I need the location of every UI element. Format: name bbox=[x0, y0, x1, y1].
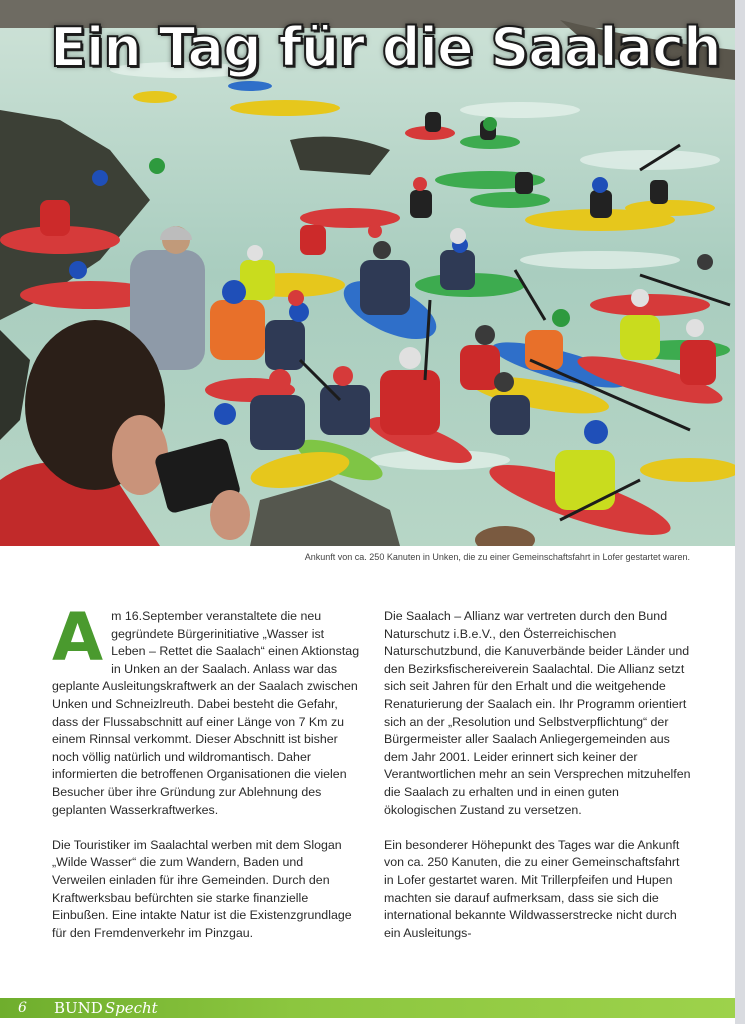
article-paragraph: Ein besonderer Höhepunkt des Tages war die Ankunft von ca. 250 Kanuten, die zu einer Gemeinschaftsfahrt in Lofer gestartet waren. Mit Trillerpfeifen und Hupen machten sie darauf aufmerksam, dass sie sich die international bekannte Wildwasserstrecke nicht durch ein Ausleitungs- bbox=[384, 837, 680, 940]
paragraph-text: m 16.September veranstaltete die neu gegründete Bürgerinitiative „Wasser ist Leben – Rettet die Saalach“ einen Aktionstag in Unken an der Saalach. Anlass war das geplante Ausleitungskraftwerk an der Saalach zwischen Unken und Schneizlreuth. Dabei besteht die Gefahr, dass der Flussabschnitt auf einer Länge von 7 Km zu einem Rinnsal verkommt. Dieser Abschnitt ist bisher noch völlig natürlich und wildromantisch. Daher informierten die betroffenen Organisationen die vielen Besucher über ihre Gründung zur Ablehnung des geplanten Wasserkraftwerkes. bbox=[52, 609, 360, 817]
photo-caption: Ankunft von ca. 250 Kanuten in Unken, die zu einer Gemeinschaftsfahrt in Lofer gestartet waren. bbox=[304, 552, 690, 562]
page-number: 6 bbox=[18, 1000, 27, 1016]
article-column-left bbox=[52, 599, 360, 960]
article-headline: Ein Tag für die Saalach bbox=[50, 16, 721, 79]
article-paragraph: Die Saalach – Allianz war vertreten durch den Bund Naturschutz i.B.e.V., den Österreichischen Naturschutzbund, die Kanuverbände beider Länder und den Bezirksfischereiverein Saalachtal. Die Allianz setzt sich seit Jahren für den Erhalt und die weitgehende Renaturierung der Saalach ein. Ihr Programm orientiert sich an der „Resolution und Selbstverpflichtung“ der Bürgermeister aller Saalach Anliegergemeinden aus dem Jahr 2001. Leider erinnert sich keiner der Verantwortlichen mehr an sein Versprechen mitzuhelfen die Saalach zu erhalten und in einen guten ökologischen Zustand zu versetzen. bbox=[384, 609, 691, 817]
magazine-brand bbox=[54, 999, 158, 1017]
footer-margin bbox=[0, 1018, 735, 1024]
article-paragraph: Die Touristiker im Saalachtal werben mit dem Slogan „Wilde Wasser“ die zum Wandern, Baden und Verweilen einladen für ihre Gemeinden. Durch den Kraftwerksbau befürchten sie starke finanzielle Einbußen. Eine intakte Natur ist die Existenzgrundlage für den Fremdenverkehr im Pinzgau. bbox=[52, 837, 352, 940]
article-column-right bbox=[384, 608, 692, 960]
brand-sub: Specht bbox=[104, 999, 158, 1017]
brand-main: BUND bbox=[54, 999, 103, 1017]
article-paragraph bbox=[52, 599, 360, 819]
page-edge bbox=[735, 0, 745, 1024]
drop-cap: A bbox=[52, 599, 104, 676]
